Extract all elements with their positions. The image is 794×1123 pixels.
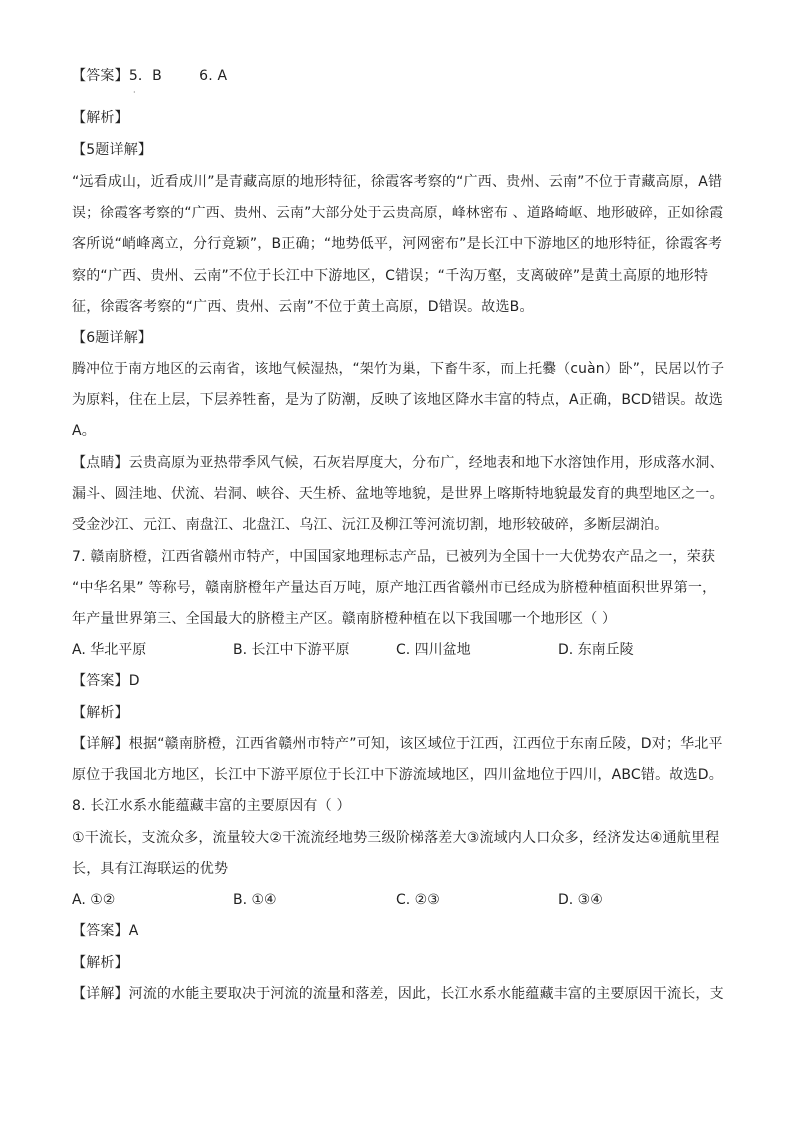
q5-line: 征，徐霞客考察的“广西、贵州、云南”不位于黄土高原，D错误。故选B。 [72,299,534,315]
q6-detail-heading: 【6题详解】 [72,330,153,346]
q7-option-c: C. 四川盆地 [396,642,471,658]
answer-label: 【答案】 [72,68,129,84]
q7-analysis-heading: 【解析】 [72,705,129,721]
q7-stem-line: 7. 赣南脐橙，江西省赣州市特产，中国国家地理标志产品，已被列为全国十一大优势农产品之一，荣获 [72,549,716,565]
q6-line: 腾冲位于南方地区的云南省，该地气候湿热，“架竹为巢，下畜牛豕，而上托爨（cuàn）卧”，民居以竹子 [72,361,725,377]
comment-line: 【点睛】云贵高原为亚热带季风气候，石灰岩厚度大，分布广，经地表和地下水溶蚀作用，形成落水洞、 [72,455,724,471]
q5-line: 察的“广西、贵州、云南”不位于长江中下游地区，C错误；“千沟万壑，支离破碎”是黄土高原的地形特 [72,268,709,284]
q7-answer: 【答案】D [72,673,140,689]
q7-option-b: B. 长江中下游平原 [233,642,350,658]
answer-text: 5．B 6. A [128,68,228,84]
stray-dot: · [133,88,136,97]
q6-line: A。 [72,423,96,439]
q8-analysis-heading: 【解析】 [72,955,129,971]
q8-option-a: A. ①② [72,892,116,908]
q7-stem-line: “中华名果” 等称号，赣南脐橙年产量达百万吨，原产地江西省赣州市已经成为脐橙种植面积世界第一， [72,580,717,596]
q7-option-a: A. 华北平原 [72,642,147,658]
comment-line: 受金沙江、元江、南盘江、北盘江、乌江、沅江及柳江等河流切割，地形较破碎，多断层湖泊。 [72,517,669,533]
q5-line: 误；徐霞客考察的“广西、贵州、云南”大部分处于云贵高原，峰林密布 、道路崎岖、地形破碎，正如徐霞 [72,205,724,221]
q8-option-d: D. ③④ [558,892,603,908]
q8-detail-line: 【详解】河流的水能主要取决于河流的流量和落差，因此，长江水系水能蕴藏丰富的主要原因干流长，支 [72,986,724,1002]
q7-detail-line: 原位于我国北方地区，长江中下游平原位于长江中下游流域地区，四川盆地位于四川，ABC错。故选D。 [72,767,723,783]
q5-detail-heading: 【5题详解】 [72,142,153,158]
analysis-heading: 【解析】 [72,110,129,126]
q8-option-b: B. ①④ [233,892,277,908]
q7-detail-line: 【详解】根据“赣南脐橙，江西省赣州市特产”可知，该区域位于江西，江西位于东南丘陵，D对；华北平 [72,736,723,752]
answer-5-6 [72,66,227,86]
q5-line: “远看成山，近看成川”是青藏高原的地形特征，徐霞客考察的“广西、贵州、云南”不位于青藏高原，A错 [72,174,723,190]
q8-stem-line: 8. 长江水系水能蕴藏丰富的主要原因有（ ） [72,798,351,814]
q8-answer: 【答案】A [72,923,139,939]
q7-option-d: D. 东南丘陵 [558,642,634,658]
q8-option-c: C. ②③ [396,892,440,908]
q8-stem-line: ①干流长，支流众多，流量较大②干流流经地势三级阶梯落差大③流域内人口众多，经济发达④通航里程 [72,830,720,846]
q8-stem-line: 长，具有江海联运的优势 [72,861,229,877]
q6-line: 为原料，住在上层，下层养牲畜，是为了防潮，反映了该地区降水丰富的特点，A正确，BCD错误。故选 [72,392,723,408]
q5-line: 客所说“峭峰离立，分行竟颖”，B正确；“地势低平，河网密布”是长江中下游地区的地形特征，徐霞客考 [72,236,723,252]
q7-stem-line: 年产量世界第三、全国最大的脐橙主产区。赣南脐橙种植在以下我国哪一个地形区（ ） [72,611,617,627]
comment-line: 漏斗、圆洼地、伏流、岩洞、峡谷、天生桥、盆地等地貌，是世界上喀斯特地貌最发育的典型地区之一。 [72,486,724,502]
